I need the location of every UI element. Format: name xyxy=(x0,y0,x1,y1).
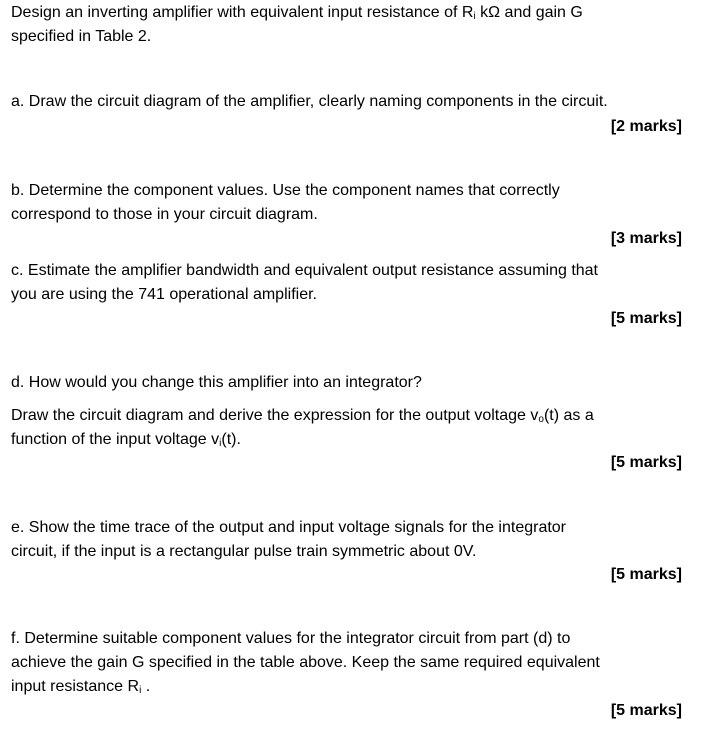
part-c-question: c. Estimate the amplifier bandwidth and equivalent output resistance assuming that you are using the 741 operational amplifier. xyxy=(11,262,598,303)
intro-paragraph xyxy=(11,1,691,49)
part-f-marks: [5 marks] xyxy=(610,702,682,719)
part-d-question-detail xyxy=(11,404,691,452)
part-c-marks: [5 marks] xyxy=(610,310,682,327)
part-d-marks: [5 marks] xyxy=(610,454,682,471)
part-e-marks: [5 marks] xyxy=(610,566,682,583)
part-d-line-3: function of the input voltage $v_i(t)$. xyxy=(11,431,241,449)
part-a-question: a. Draw the circuit diagram of the amplifier, clearly naming components in the circuit. xyxy=(11,93,608,110)
intro-line-1: Design an inverting amplifier with equivalent input resistance of $R_i$ kΩ and gain G xyxy=(11,4,583,22)
part-b-question: b. Determine the component values. Use the component names that correctly correspond to those in your circuit diagram. xyxy=(11,182,560,223)
intro-line-2: specified in Table 2. xyxy=(11,28,152,45)
part-f-line-3: input resistance $R_i$ . xyxy=(11,678,151,696)
part-b-marks: [3 marks] xyxy=(610,230,682,247)
part-f-question: f. Determine suitable component values for the integrator circuit from part (d) to achieve the gain G specified in the table above. Keep the same required equivalent input resistance $R_i$ . xyxy=(11,630,600,696)
part-d-line-2: Draw the circuit diagram and derive the expression for the output voltage $v_o(t)$ as a xyxy=(11,407,594,425)
part-d-question: d. How would you change this amplifier into an integrator? xyxy=(11,374,422,391)
part-a-marks: [2 marks] xyxy=(610,118,682,135)
part-e-question: e. Show the time trace of the output and input voltage signals for the integrator circuit, if the input is a rectangular pulse train symmetric about 0V. xyxy=(11,519,567,560)
